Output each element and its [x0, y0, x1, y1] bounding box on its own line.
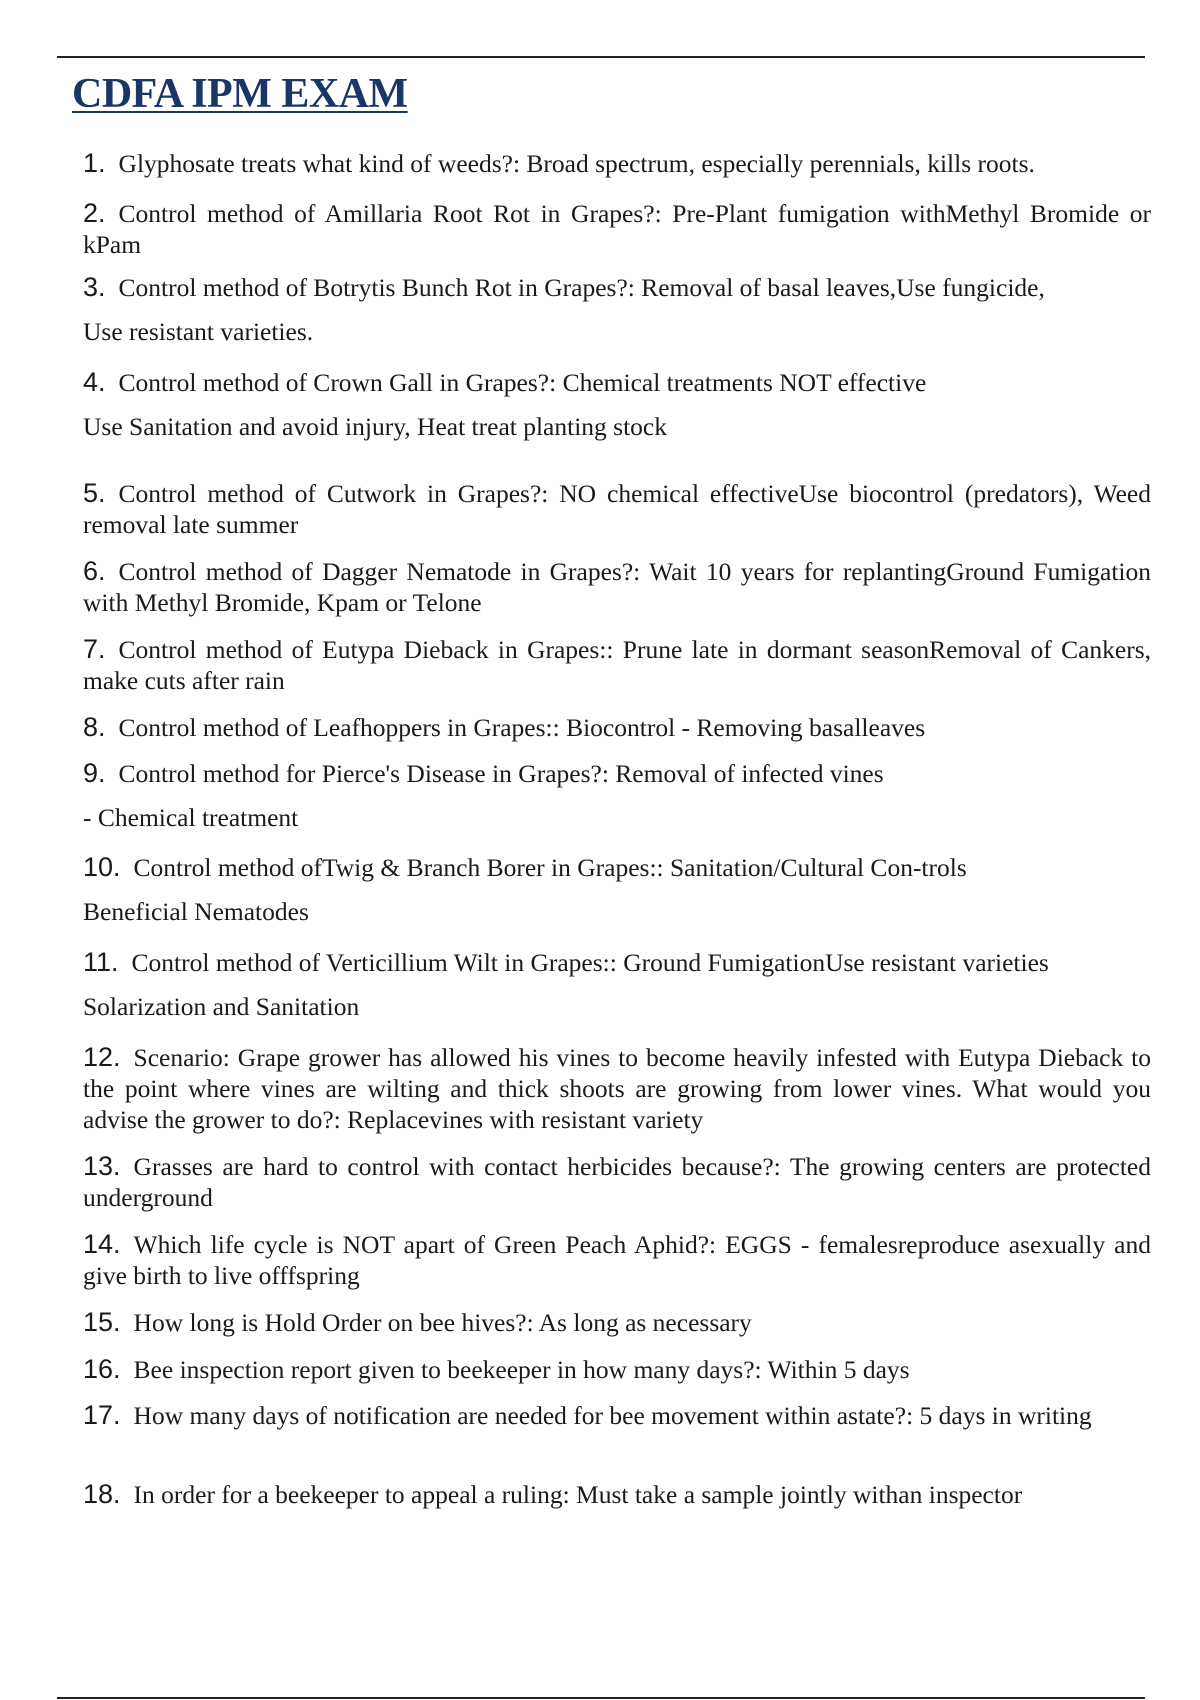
- item-text: Control method of Dagger Nematode in Grapes?: Wait 10 years for replantingGround Fumigation with Methyl Bromide, Kpam or Telone: [83, 557, 1151, 617]
- item-text: Control method of Cutwork in Grapes?: NO chemical effectiveUse biocontrol (predators), Weed removal late summer: [83, 479, 1151, 539]
- item-text: Which life cycle is NOT apart of Green Peach Aphid?: EGGS - femalesreproduce asexually and give birth to live offfspring: [83, 1230, 1151, 1290]
- list-item: [83, 712, 925, 743]
- item-number: 2.: [83, 198, 106, 228]
- list-item: [83, 367, 926, 442]
- list-item: [83, 1307, 752, 1338]
- item-number: 15.: [83, 1307, 121, 1337]
- item-text: Control method of Botrytis Bunch Rot in Grapes?: Removal of basal leaves,Use fungicide,: [118, 273, 1045, 302]
- item-number: 1.: [83, 148, 106, 178]
- item-number: 16.: [83, 1354, 121, 1384]
- item-number: 8.: [83, 712, 106, 742]
- item-text: In order for a beekeeper to appeal a ruling: Must take a sample jointly withan inspector: [133, 1480, 1023, 1509]
- item-text: Control method of Verticillium Wilt in Grapes:: Ground FumigationUse resistant varieties: [131, 948, 1049, 977]
- item-text: How long is Hold Order on bee hives?: As long as necessary: [133, 1308, 752, 1337]
- item-number: 4.: [83, 367, 106, 397]
- item-text: How many days of notification are needed for bee movement within astate?: 5 days in writing: [133, 1401, 1092, 1430]
- item-number: 6.: [83, 556, 106, 586]
- list-item: [83, 198, 1151, 260]
- list-item: [83, 1354, 910, 1385]
- item-continuation: Solarization and Sanitation: [83, 992, 360, 1021]
- list-item: [83, 1400, 1092, 1431]
- list-item: [83, 272, 1045, 347]
- item-text: Control method of Crown Gall in Grapes?: Chemical treatments NOT effective: [118, 368, 927, 397]
- item-number: 5.: [83, 478, 106, 508]
- list-item: [83, 1042, 1151, 1135]
- item-number: 10.: [83, 852, 121, 882]
- list-item: [83, 947, 1049, 1022]
- item-continuation: - Chemical treatment: [83, 803, 299, 832]
- list-item: [83, 634, 1151, 696]
- bottom-rule: [57, 1697, 1145, 1699]
- item-number: 17.: [83, 1400, 121, 1430]
- item-number: 11.: [83, 947, 119, 977]
- item-continuation: Use resistant varieties.: [83, 317, 314, 346]
- item-number: 7.: [83, 634, 106, 664]
- item-number: 3.: [83, 272, 106, 302]
- item-continuation: Beneficial Nematodes: [83, 897, 309, 926]
- item-number: 18.: [83, 1479, 121, 1509]
- item-continuation: Use Sanitation and avoid injury, Heat treat planting stock: [83, 412, 667, 441]
- item-text: Bee inspection report given to beekeeper in how many days?: Within 5 days: [133, 1355, 910, 1384]
- item-number: 14.: [83, 1229, 121, 1259]
- item-text: Control method of Amillaria Root Rot in Grapes?: Pre-Plant fumigation withMethyl Bromide or kPam: [83, 199, 1151, 259]
- item-text: Control method of Leafhoppers in Grapes:: Biocontrol - Removing basalleaves: [118, 713, 926, 742]
- item-text: Grasses are hard to control with contact herbicides because?: The growing centers are protected underground: [83, 1152, 1151, 1212]
- item-number: 9.: [83, 758, 106, 788]
- list-item: [83, 1479, 1022, 1510]
- item-text: Control method ofTwig & Branch Borer in Grapes:: Sanitation/Cultural Con-trols: [133, 853, 967, 882]
- item-number: 12.: [83, 1042, 121, 1072]
- list-item: [83, 148, 1035, 179]
- top-rule: [57, 56, 1145, 58]
- item-text: Scenario: Grape grower has allowed his vines to become heavily infested with Eutypa Dieback to the point where vines are wilting and thick shoots are growing from lower vines. What would you advise the grower to do?: Replacevines with resistant variety: [83, 1043, 1151, 1134]
- list-item: [83, 478, 1151, 540]
- list-item: [83, 852, 967, 927]
- list-item: [83, 556, 1151, 618]
- item-number: 13.: [83, 1151, 121, 1181]
- item-text: Glyphosate treats what kind of weeds?: Broad spectrum, especially perennials, kills roots.: [118, 149, 1035, 178]
- page-title: CDFA IPM EXAM: [72, 71, 408, 117]
- list-item: [83, 1229, 1151, 1291]
- item-text: Control method for Pierce's Disease in Grapes?: Removal of infected vines: [118, 759, 884, 788]
- list-item: [83, 1151, 1151, 1213]
- item-text: Control method of Eutypa Dieback in Grapes:: Prune late in dormant seasonRemoval of Cankers, make cuts after rain: [83, 635, 1151, 695]
- list-item: [83, 758, 884, 833]
